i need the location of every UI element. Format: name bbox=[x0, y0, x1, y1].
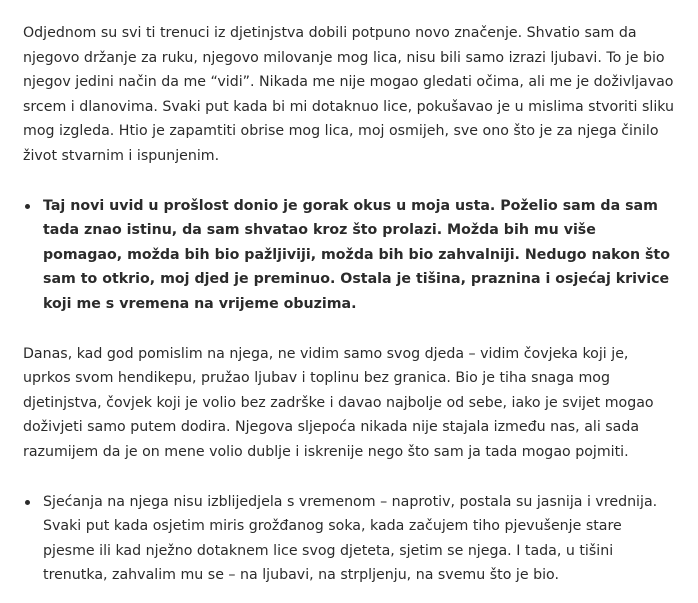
bullet-dot-icon bbox=[25, 500, 30, 505]
bullet-list-1 bbox=[23, 194, 676, 317]
bullet-dot-icon bbox=[25, 204, 30, 209]
paragraph-2: Danas, kad god pomislim na njega, ne vidim samo svog djeda – vidim čovjeka koji je, uprkos svom hendikepu, pružao ljubav i toplinu bez granica. Bio je tiha snaga mog djetinjstva, čovjek koji je volio bez zadrške i davao najbolje od sebe, iako je svijet mogao doživjeti samo putem dodira. Njegova sljepoća nikada nije stajala između nas, ali sada razumijem da je on mene volio dublje i iskrenije nego što sam ja tada mogao pojmiti. bbox=[23, 345, 654, 460]
paragraph-1: Odjednom su svi ti trenuci iz djetinjstva dobili potpuno novo značenje. Shvatio sam da njegovo držanje za ruku, njegovo milovanje mog lica, nisu bili samo izrazi ljubavi. To je bio njegov jedini način da me “vidi”. Nikada me nije mogao gledati očima, ali me je doživljavao srcem i dlanovima. Svaki put kada bi mi dotaknuo lice, pokušavao je u mislima stvoriti sliku mog izgleda. Htio je zapamtiti obrise mog lica, moj osmijeh, sve ono što je za njega činilo život stvarnim i ispunjenim. bbox=[23, 25, 675, 164]
bullet-text-2: Sjećanja na njega nisu izblijedjela s vremenom – naprotiv, postala su jasnija i vrednija. Svaki put kada osjetim miris grožđanog soka, kada začujem tiho pjevušenje stare pjesme ili kad nježno dotaknem lice svog djeteta, sjetim se njega. I tada, u tišini trenutka, zahvalim mu se – na ljubavi, na strpljenju, na svemu što je bio. bbox=[43, 493, 658, 584]
bullet-text-1: Taj novi uvid u prošlost donio je gorak okus u moja usta. Poželio sam da sam tada znao istinu, da sam shvatao kroz što prolazi. Možda bih mu više pomagao, možda bih bio pažljiviji, možda bih bio zahvalniji. Nedugo nakon što sam to otkrio, moj djed je preminuo. Ostala je tišina, praznina i osjećaj krivice koji me s vremena na vrijeme obuzima. bbox=[43, 197, 670, 312]
list-item bbox=[43, 490, 676, 588]
list-item bbox=[43, 194, 676, 317]
bullet-list-2 bbox=[23, 490, 676, 588]
